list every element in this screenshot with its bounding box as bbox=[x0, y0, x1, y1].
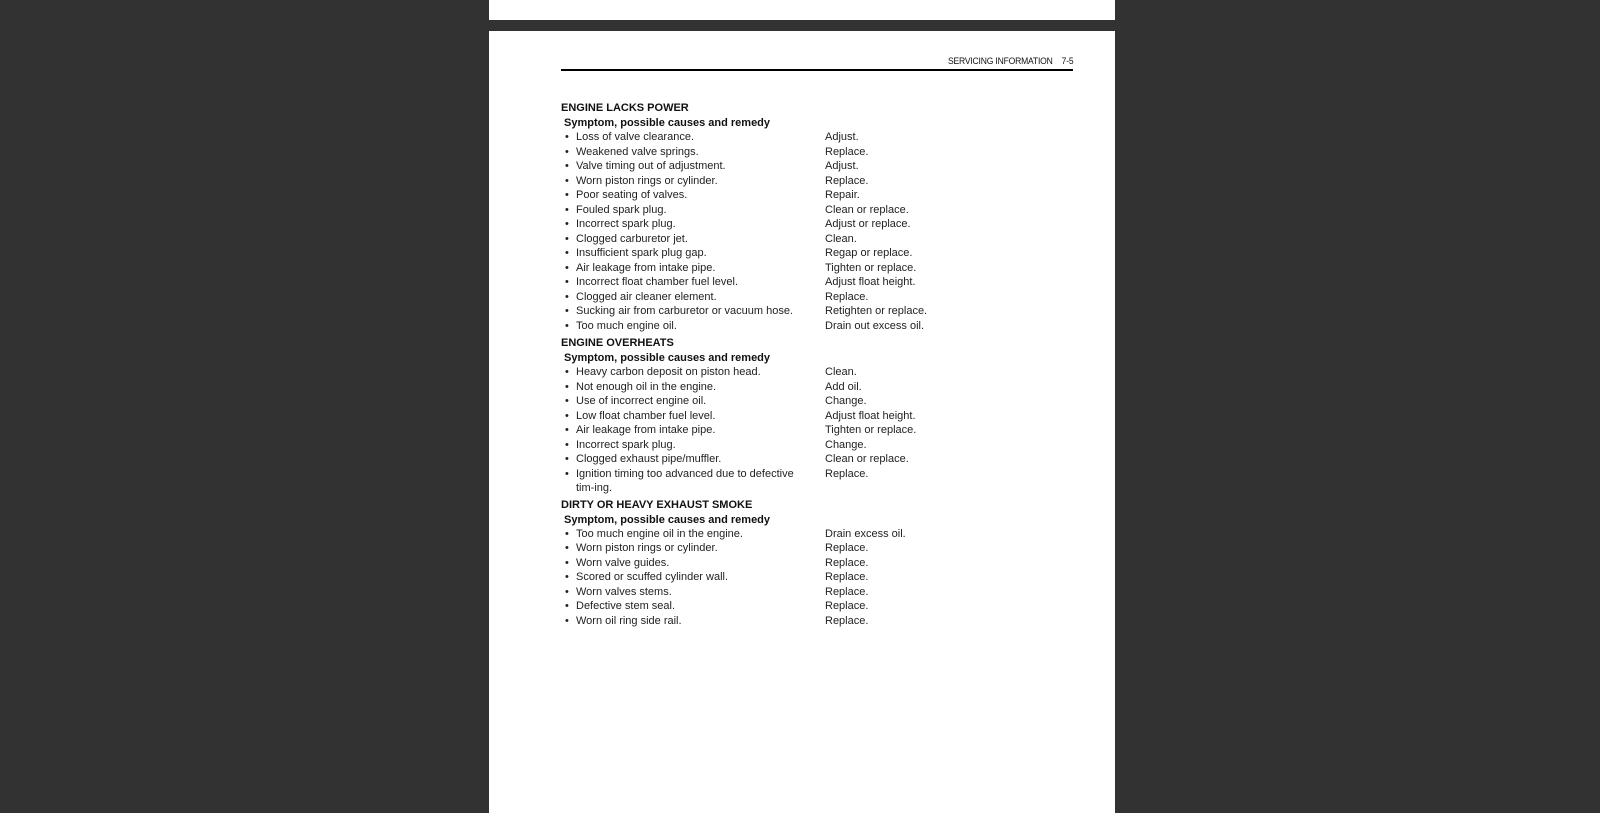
remedy-text: Retighten or replace. bbox=[825, 305, 928, 317]
cause-text: Incorrect float chamber fuel level. bbox=[576, 276, 739, 288]
cause-text: Low float chamber fuel level. bbox=[576, 409, 716, 422]
cause-text: Air leakage from intake pipe. bbox=[576, 424, 716, 436]
cause-text: Air leakage from intake pipe. bbox=[576, 261, 716, 274]
bullet-icon: • bbox=[565, 571, 569, 583]
bullet-icon: • bbox=[565, 319, 569, 332]
section-title: ENGINE LACKS POWER bbox=[561, 102, 689, 114]
cause-text: Incorrect spark plug. bbox=[576, 438, 676, 451]
cause-text: Defective stem seal. bbox=[576, 600, 676, 612]
list-item bbox=[561, 275, 1073, 290]
cause-text: Weakened valve springs. bbox=[576, 145, 699, 158]
cause-text: Too much engine oil in the engine. bbox=[576, 527, 743, 540]
bullet-icon: • bbox=[565, 247, 569, 259]
bullet-icon: • bbox=[565, 203, 569, 216]
list-item bbox=[561, 527, 1073, 542]
cause-text: Sucking air from carburetor or vacuum hose. bbox=[576, 305, 794, 317]
list-item bbox=[561, 290, 1073, 305]
list-item bbox=[561, 130, 1073, 145]
cause-text: Clogged air cleaner element. bbox=[576, 290, 717, 303]
bullet-icon: • bbox=[565, 145, 569, 158]
list-item bbox=[561, 585, 1073, 600]
list-item bbox=[561, 159, 1073, 174]
bullet-icon: • bbox=[565, 276, 569, 288]
list-item bbox=[561, 423, 1073, 438]
list-item bbox=[561, 304, 1073, 319]
remedy-text: Replace. bbox=[825, 556, 869, 569]
bullet-icon: • bbox=[565, 131, 569, 143]
cause-text: Worn valves stems. bbox=[576, 585, 672, 598]
cause-text: Too much engine oil. bbox=[576, 319, 677, 332]
list-item bbox=[561, 614, 1073, 629]
remedy-text: Replace. bbox=[825, 585, 869, 598]
section-subtitle: Symptom, possible causes and remedy bbox=[564, 513, 771, 526]
remedy-text: Replace. bbox=[825, 542, 869, 554]
bullet-icon: • bbox=[565, 409, 569, 422]
remedy-text: Tighten or replace. bbox=[825, 261, 917, 274]
list-item bbox=[561, 188, 1073, 203]
current-page bbox=[489, 31, 1115, 813]
section-dirty-or-heavy-exhaust-smoke bbox=[561, 498, 1073, 629]
cause-text: Not enough oil in the engine. bbox=[576, 380, 717, 393]
cause-text: Incorrect spark plug. bbox=[576, 218, 676, 230]
remedy-text: Change. bbox=[825, 395, 867, 407]
list-item bbox=[561, 174, 1073, 189]
bullet-icon: • bbox=[565, 160, 569, 172]
cause-text: Worn oil ring side rail. bbox=[576, 614, 682, 627]
list-item bbox=[561, 319, 1073, 334]
remedy-text: Replace. bbox=[825, 467, 869, 480]
bullet-icon: • bbox=[565, 542, 569, 554]
bullet-icon: • bbox=[565, 614, 569, 627]
list-item bbox=[561, 203, 1073, 218]
list-item bbox=[561, 438, 1073, 453]
bullet-icon: • bbox=[565, 305, 569, 317]
remedy-text: Clean or replace. bbox=[825, 203, 909, 216]
remedy-text: Replace. bbox=[825, 571, 869, 583]
list-item bbox=[561, 246, 1073, 261]
bullet-icon: • bbox=[565, 189, 569, 201]
remedy-text: Adjust float height. bbox=[825, 276, 916, 288]
list-item bbox=[561, 556, 1073, 571]
bullet-icon: • bbox=[565, 527, 569, 540]
bullet-icon: • bbox=[565, 585, 569, 598]
cause-text: Loss of valve clearance. bbox=[576, 131, 695, 143]
cause-text: Poor seating of valves. bbox=[576, 189, 688, 201]
header-section-title: SERVICING INFORMATION bbox=[947, 56, 1053, 67]
section-subtitle: Symptom, possible causes and remedy bbox=[564, 352, 771, 364]
cause-text: Insufficient spark plug gap. bbox=[576, 247, 707, 259]
cause-text: Heavy carbon deposit on piston head. bbox=[576, 366, 761, 378]
remedy-text: Clean. bbox=[825, 232, 857, 245]
remedy-text: Repair. bbox=[825, 189, 860, 201]
remedy-text: Replace. bbox=[825, 174, 869, 187]
cause-text: Clogged carburetor jet. bbox=[576, 232, 688, 245]
list-item bbox=[561, 409, 1073, 424]
bullet-icon: • bbox=[565, 438, 569, 451]
cause-text: Worn piston rings or cylinder. bbox=[576, 174, 718, 187]
remedy-text: Drain out excess oil. bbox=[825, 319, 925, 332]
section-title: DIRTY OR HEAVY EXHAUST SMOKE bbox=[561, 498, 753, 511]
remedy-text: Adjust float height. bbox=[825, 409, 916, 422]
cause-text: Fouled spark plug. bbox=[576, 203, 667, 216]
cause-text: Use of incorrect engine oil. bbox=[576, 395, 707, 407]
list-item bbox=[561, 261, 1073, 276]
list-item bbox=[561, 365, 1073, 380]
section-subtitle: Symptom, possible causes and remedy bbox=[564, 117, 771, 129]
remedy-text: Tighten or replace. bbox=[825, 424, 917, 436]
bullet-icon: • bbox=[565, 467, 569, 480]
bullet-icon: • bbox=[565, 395, 569, 407]
cause-text: Ignition timing too advanced due to defective tim-ing. bbox=[576, 467, 794, 494]
list-item bbox=[561, 145, 1073, 160]
list-item bbox=[561, 394, 1073, 409]
running-header bbox=[947, 56, 1073, 67]
remedy-text: Replace. bbox=[825, 290, 869, 303]
previous-page bbox=[489, 0, 1115, 20]
list-item bbox=[561, 467, 1073, 495]
remedy-text: Adjust or replace. bbox=[825, 218, 911, 230]
remedy-text: Adjust. bbox=[825, 160, 859, 172]
bullet-icon: • bbox=[565, 174, 569, 187]
bullet-icon: • bbox=[565, 380, 569, 393]
list-item bbox=[561, 232, 1073, 247]
remedy-text: Regap or replace. bbox=[825, 247, 913, 259]
list-item bbox=[561, 452, 1073, 467]
header-rule bbox=[561, 69, 1073, 71]
cause-text: Scored or scuffed cylinder wall. bbox=[576, 571, 729, 583]
remedy-text: Drain excess oil. bbox=[825, 527, 906, 540]
bullet-icon: • bbox=[565, 232, 569, 245]
remedy-text: Replace. bbox=[825, 600, 869, 612]
cause-text: Valve timing out of adjustment. bbox=[576, 160, 726, 172]
cause-text: Worn valve guides. bbox=[576, 556, 670, 569]
remedy-text: Change. bbox=[825, 438, 867, 451]
bullet-icon: • bbox=[565, 366, 569, 378]
remedy-text: Replace. bbox=[825, 145, 869, 158]
remedy-text: Adjust. bbox=[825, 131, 859, 143]
section-engine-overheats bbox=[561, 336, 1073, 495]
list-item bbox=[561, 541, 1073, 556]
bullet-icon: • bbox=[565, 261, 569, 274]
remedy-text: Add oil. bbox=[825, 380, 862, 393]
bullet-icon: • bbox=[565, 556, 569, 569]
cause-text: Clogged exhaust pipe/muffler. bbox=[576, 453, 722, 465]
list-item bbox=[561, 380, 1073, 395]
remedy-text: Clean or replace. bbox=[825, 453, 909, 465]
cause-text: Worn piston rings or cylinder. bbox=[576, 542, 718, 554]
bullet-icon: • bbox=[565, 453, 569, 465]
list-item bbox=[561, 599, 1073, 614]
bullet-icon: • bbox=[565, 290, 569, 303]
list-item bbox=[561, 217, 1073, 232]
bullet-icon: • bbox=[565, 424, 569, 436]
section-title: ENGINE OVERHEATS bbox=[561, 337, 674, 349]
list-item bbox=[561, 570, 1073, 585]
section-engine-lacks-power bbox=[561, 101, 1073, 333]
troubleshooting-body bbox=[561, 101, 1073, 628]
remedy-text: Clean. bbox=[825, 366, 857, 378]
header-page-number: 7-5 bbox=[1061, 56, 1073, 67]
bullet-icon: • bbox=[565, 218, 569, 230]
bullet-icon: • bbox=[565, 600, 569, 612]
remedy-text: Replace. bbox=[825, 614, 869, 627]
